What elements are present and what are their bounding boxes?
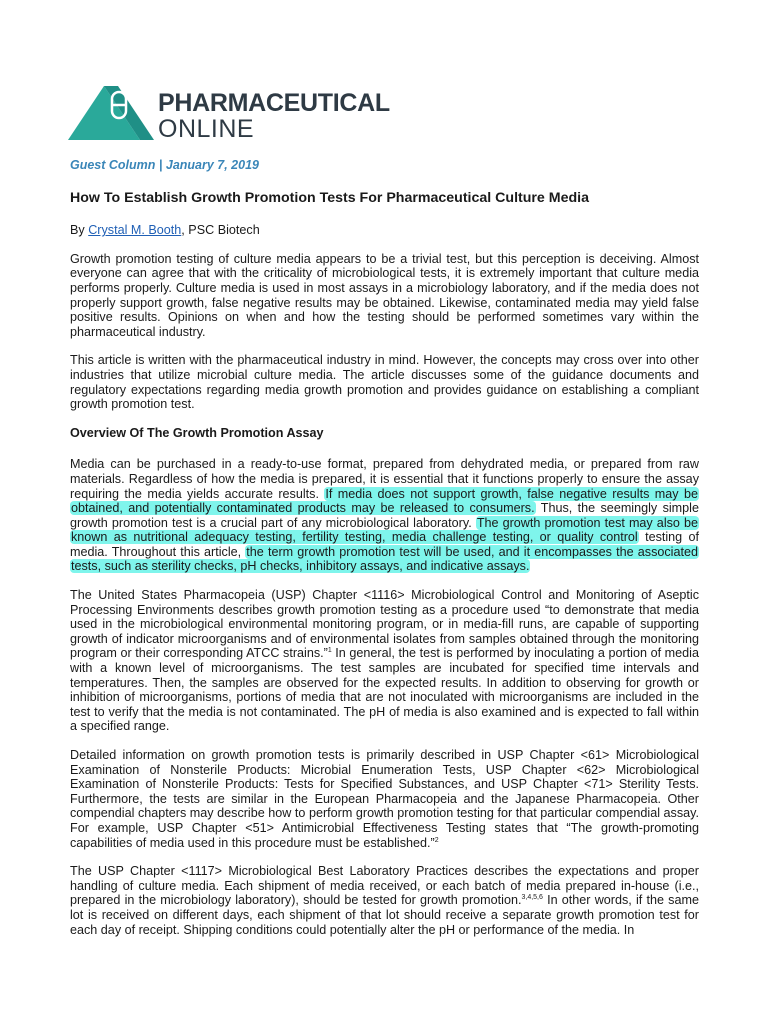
p6-text-a: The USP Chapter <1117> Microbiological Best Laboratory Practices describes the expectations and proper handling of culture media. Each shipment of media received, or each batch of media prepared in-house (i.e., prepared in the microbiology laboratory), should be tested for growth promotion. [70,864,699,908]
p3-text-b: Thus, the seemingly simple growth promotion test is a crucial part of any microbiological laboratory. [70,501,699,530]
logo-line-1: PHARMACEUTICAL [158,89,390,117]
p3-text-c: testing of media. Throughout this article, [70,530,700,559]
logo-line-2: ONLINE [158,115,255,143]
p3-text-a: Media can be purchased in a ready-to-use format, prepared from dehydrated media, or prepared from raw materials. Regardless of how the media is prepared, it is essential that it functions properly to ensure the assay requiring the media yields accurate results. [70,457,699,501]
logo-wordmark [158,90,390,142]
article-body [70,158,699,951]
highlight-2: The growth promotion test may also be known as nutritional adequacy testing, fertility testing, media challenge testing, or quality control [71,515,698,545]
p4-text-a: The United States Pharmacopeia (USP) Chapter <1116> Microbiological Control and Monitoring of Aseptic Processing Environments describes growth promotion testing as a procedure used “to demonstrate that media used in the microbiological environmental monitoring program, or in media-fill runs, are capable of supporting growth of indicator microorganisms and of environmental isolates from samples obtained through the monitoring program or their corresponding ATCC strains.” [70,588,699,661]
p4-text-b: In general, the test is performed by inoculating a portion of media with a known level of microorganisms. The test samples are incubated for specified time intervals and temperatures. Then, the samples are observed for the expected results. In addition to observing for growth or inhibition of microorganisms, portions of media that are not inoculated with microorganisms are included in the test to verify that the media is not contaminated. The pH of media is also examined and is expected to fall within a specified range. [70,646,699,734]
dateline: Guest Column | January 7, 2019 [70,158,259,172]
section-heading: Overview Of The Growth Promotion Assay [70,425,324,440]
author-link[interactable]: Crystal M. Booth [88,223,182,238]
paragraph-2: This article is written with the pharmaceutical industry in mind. However, the concepts may cross over into other industries that utilize microbial culture media. The article discusses some of the guidance documents and regulatory expectations regarding media growth promotion and provides guidance on establishing a compliant growth promotion test. [70,353,699,412]
paragraph-4 [70,588,699,734]
paragraph-5 [70,748,699,850]
footnote-ref-3: 3,4,5,6 [521,894,543,902]
byline-suffix: , PSC Biotech [181,223,260,238]
p5-text-a: Detailed information on growth promotion tests is primarily described in USP Chapter <61> Microbiological Examination of Nonsterile Products: Microbial Enumeration Tests, USP Chapter <62> Microbiological Examination of Nonsterile Products: Tests for Specified Substances, and USP Chapter <71> Sterility Tests. Furthermore, the tests are similar in the European Pharmacopeia and the Japanese Pharmacopeia. Other compendial chapters may describe how to perform growth promotion testing for that particular compendial assay. For example, USP Chapter <51> Antimicrobial Effectiveness Testing states that “The growth-promoting capabilities of media used in this procedure must be established.” [70,748,699,850]
footnote-ref-1: 1 [327,647,332,655]
paragraph-6 [70,864,699,937]
byline-prefix: By [70,223,89,238]
article-title: How To Establish Growth Promotion Tests For Pharmaceutical Culture Media [70,189,589,206]
footnote-ref-2: 2 [434,836,439,844]
pill-logo-icon [68,80,154,142]
byline [70,223,699,238]
highlight-3: the term growth promotion test will be used, and it encompasses the associated tests, such as sterility checks, pH checks, inhibitory assays, and indicative assays. [71,544,698,574]
pharmaceutical-online-logo [68,80,398,142]
paragraph-3 [70,457,699,574]
p6-text-b: In other words, if the same lot is received on different days, each shipment of that lot should receive a separate growth promotion test for each day of receipt. Shipping conditions could potentially alter the pH or performance of the media. In [70,893,699,937]
paragraph-1: Growth promotion testing of culture media appears to be a trivial test, but this perception is deceiving. Almost everyone can agree that with the criticality of microbiological tests, it is extremely important that culture media performs properly. Culture media is used in most assays in a microbiology laboratory, and if the media does not properly support growth, false negative results may be obtained. Likewise, contaminated media may yield false positive results. Opinions on when and how the testing should be performed sometimes vary within the pharmaceutical industry. [70,251,699,339]
highlight-1: If media does not support growth, false negative results may be obtained, and potentially contaminated products may be released to consumers. [71,486,698,516]
